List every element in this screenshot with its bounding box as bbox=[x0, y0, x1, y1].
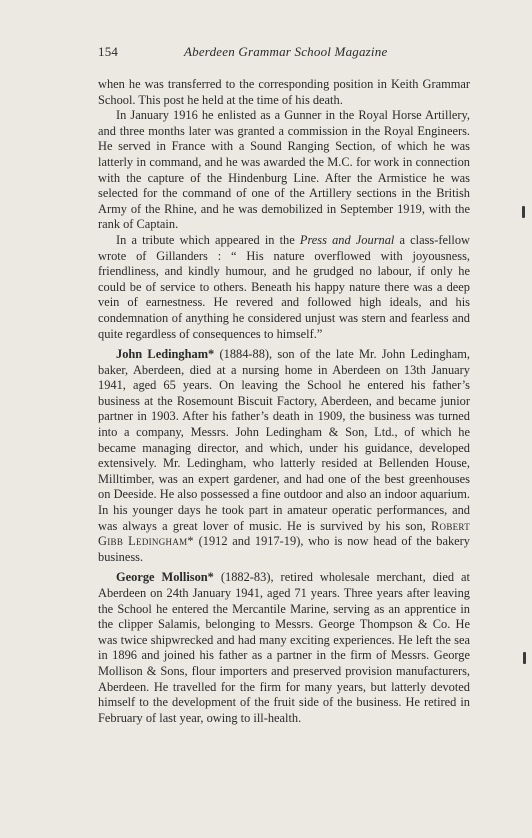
paragraph-tribute: In a tribute which appeared in the Press and Journal a class-fellow wrote of Gillanders : “ His nature overflowed with joyousness, friendliness, and kindly humour, and he grudged no labour, if only he could be of service to others. Beneath his happy nature there was a deep vein of earnestness. He revered and followed high ideals, and his condemnation of anything he considered unjust was stern and fearless and quite regardless of consequences to himself.” bbox=[98, 232, 470, 341]
obituary-mollison: George Mollison* (1882-83), retired wholesale merchant, died at Aberdeen on 24th January 1941, aged 71 years. Three years after leaving the School he entered the Mercantile Marine, serving as an apprentice in the clipper Salamis, belonging to Messrs. George Thompson & Co. He was twice shipwrecked and had many exciting experiences. He left the sea in 1896 and joined his father as a partner in the firm of Messrs. George Mollison & Sons, flour importers and preserved provision manufacturers, Aberdeen. He travelled for the firm for many years, but latterly devoted himself to the development of the fruit side of the business. He retired in February of last year, owing to ill-health. bbox=[98, 570, 470, 725]
paragraph-war-service: In January 1916 he enlisted as a Gunner in the Royal Horse Artillery, and three months later was granted a commission in the Royal Engineers. He served in France with a Sound Ranging Section, of which he was latterly in command, and he was awarded the M.C. for work in connection with the capture of the Hindenburg Line. After the Armistice he was selected for the command of one of the Artillery sections in the British Army of the Rhine, and he was demobilized in September 1919, with the rank of Captain. bbox=[98, 108, 470, 232]
magazine-title: Aberdeen Grammar School Magazine bbox=[184, 44, 388, 59]
binding-mark bbox=[523, 652, 526, 664]
obituary-name: George Mollison* bbox=[116, 570, 214, 585]
obituary-name: John Ledingham* bbox=[116, 347, 215, 362]
running-header bbox=[98, 44, 468, 62]
binding-mark bbox=[522, 206, 525, 218]
obituary-ledingham: John Ledingham* (1884-88), son of the late Mr. John Ledingham, baker, Aberdeen, died at a nursing home in Aberdeen on 13th January 1941, aged 65 years. On leaving the School he entered his father’s business at the Rosemount Biscuit Factory, Aberdeen, and became junior partner in 1903. After his father’s death in 1909, the business was turned into a company, Messrs. John Ledingham & Son, Ltd., of which he became managing director, and which, under his guidance, developed extensively. Mr. Ledingham, who latterly resided at Bellenden House, Milltimber, was an expert gardener, and had one of the best greenhouses on Deeside. He also possessed a fine outdoor and also an indoor aquarium. In his younger days he took part in amateur operatic performances, and was always a great lover of music. He is survived by his son, Robert Gibb Ledingham* (1912 and 1917-19), who is now head of the bakery business. bbox=[98, 347, 471, 564]
paragraph-continued: when he was transferred to the corresponding position in Keith Grammar School. This post he held at the time of his death. bbox=[98, 77, 470, 107]
article-body bbox=[98, 77, 470, 726]
newspaper-name: Press and Journal bbox=[299, 232, 395, 247]
page-number: 154 bbox=[98, 44, 119, 59]
son-name: Robert Gibb Ledingham* bbox=[98, 518, 470, 549]
